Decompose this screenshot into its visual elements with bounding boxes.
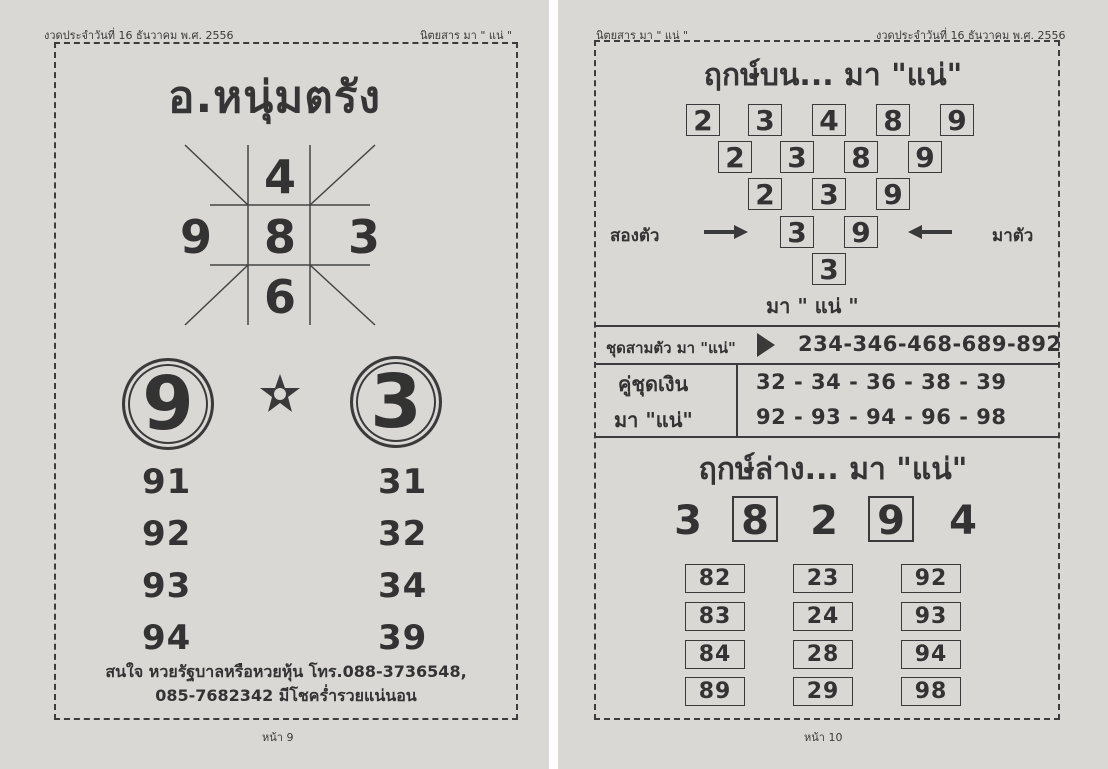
right-header-date: งวดประจำวันที่ 16 ธันวาคม พ.ศ. 2556 [876, 29, 1066, 42]
number-box: 83 [685, 602, 745, 631]
pyramid-digit: 9 [844, 216, 878, 248]
pyramid-digit: 3 [748, 104, 782, 136]
pair-left-4: 94 [142, 618, 192, 658]
pair-right-1: 31 [378, 462, 428, 502]
left-header-date: งวดประจำวันที่ 16 ธันวาคม พ.ศ. 2556 [44, 29, 234, 42]
ma-nae-label: มา " แน่ " [766, 294, 859, 318]
left-page-number: หน้า 9 [262, 731, 294, 744]
grid-center-digit: 8 [263, 210, 296, 264]
two-digit-label: สองตัว [610, 226, 660, 246]
three-set-label: ชุดสามตัว มา "แน่" [606, 339, 736, 357]
money-pair-label-2: มา "แน่" [614, 408, 693, 432]
lower-digit: 3 [674, 498, 702, 544]
lower-digit-boxed: 8 [741, 498, 769, 544]
number-box: 98 [901, 677, 961, 706]
three-set-value: 234-346-468-689-892 [798, 332, 1062, 356]
money-pair-label-1: คู่ชุดเงิน [618, 372, 689, 396]
upper-title: ฤกษ์บน... มา "แน่" [703, 58, 963, 93]
divider [736, 363, 738, 436]
arrow-left-icon [906, 224, 954, 240]
left-circle-digit: 9 [122, 358, 214, 450]
number-box: 92 [901, 564, 961, 593]
money-pair-row-2: 92 - 93 - 94 - 96 - 98 [756, 405, 1007, 429]
number-box: 23 [793, 564, 853, 593]
pair-left-2: 92 [142, 514, 192, 554]
pyramid-digit: 9 [876, 178, 910, 210]
pyramid-digit: 4 [812, 104, 846, 136]
star-icon [258, 372, 302, 416]
right-header-magazine: นิตยสาร มา " แน่ " [596, 29, 689, 42]
pair-left-3: 93 [142, 566, 192, 606]
contact-line-2: 085-7682342 มีโชคร่ำรวยแน่นอน [155, 686, 417, 705]
pyramid-digit: 2 [686, 104, 720, 136]
number-box: 84 [685, 640, 745, 669]
pyramid-digit: 3 [780, 141, 814, 173]
triangle-right-icon [756, 332, 776, 358]
grid-top-digit: 4 [263, 150, 296, 204]
number-box: 29 [793, 677, 853, 706]
pair-right-4: 39 [378, 618, 428, 658]
arrow-right-icon [702, 224, 750, 240]
left-header-magazine: นิตยสาร มา " แน่ " [420, 29, 513, 42]
money-pair-row-1: 32 - 34 - 36 - 38 - 39 [756, 370, 1007, 394]
grid-bottom-digit: 6 [263, 270, 296, 324]
lower-digit-boxed: 9 [877, 498, 905, 544]
left-page [0, 0, 549, 769]
number-box: 89 [685, 677, 745, 706]
lower-digit: 2 [810, 498, 838, 544]
grid-right-digit: 3 [347, 210, 380, 264]
pair-right-2: 32 [378, 514, 428, 554]
pyramid-digit: 8 [876, 104, 910, 136]
number-box: 82 [685, 564, 745, 593]
pyramid-digit: 9 [940, 104, 974, 136]
pair-right-3: 34 [378, 566, 428, 606]
pyramid-digit: 2 [718, 141, 752, 173]
lower-digit: 4 [949, 498, 977, 544]
page-title: อ.หนุ่มตรัง [168, 72, 381, 123]
number-box: 94 [901, 640, 961, 669]
pyramid-digit: 3 [812, 178, 846, 210]
pyramid-digit: 3 [812, 253, 846, 285]
pyramid-digit: 9 [908, 141, 942, 173]
run-label: มาตัว [992, 226, 1034, 246]
contact-line-1: สนใจ หวยรัฐบาลหรือหวยหุ้น โทร.088-3736548, [105, 662, 467, 681]
divider [594, 363, 1060, 365]
right-page-number: หน้า 10 [804, 731, 843, 744]
right-circle-digit: 3 [350, 356, 442, 448]
pair-left-1: 91 [142, 462, 192, 502]
divider [594, 436, 1060, 438]
pyramid-digit: 2 [748, 178, 782, 210]
number-box: 28 [793, 640, 853, 669]
number-box: 93 [901, 602, 961, 631]
lower-title: ฤกษ์ล่าง... มา "แน่" [698, 452, 968, 487]
number-box: 24 [793, 602, 853, 631]
divider [594, 325, 1060, 327]
right-page [558, 0, 1108, 769]
pyramid-digit: 3 [780, 216, 814, 248]
grid-left-digit: 9 [179, 210, 212, 264]
pyramid-digit: 8 [844, 141, 878, 173]
